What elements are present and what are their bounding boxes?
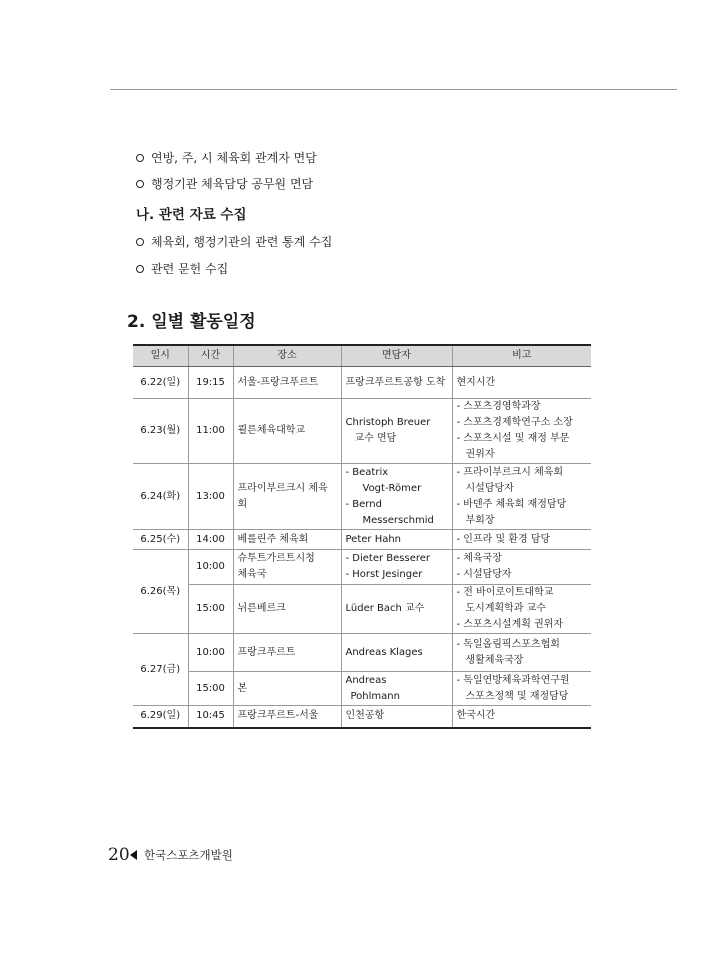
person-cell: 프랑크푸르트공항 도착 bbox=[341, 367, 452, 399]
header-time: 시간 bbox=[188, 345, 233, 367]
note-line: 생활체육국장 bbox=[465, 654, 524, 666]
header-note: 비고 bbox=[452, 345, 591, 367]
header-date: 일시 bbox=[133, 345, 188, 367]
table-row bbox=[133, 399, 591, 464]
place-cell: 프라이부르크시 체육회 bbox=[233, 464, 341, 530]
note-cell bbox=[452, 464, 591, 530]
time-cell: 19:15 bbox=[188, 367, 233, 399]
bullet-item: 관련 문헌 수집 bbox=[136, 261, 228, 277]
note-line: 도시계획학과 교수 bbox=[465, 603, 546, 614]
time-cell: 10:00 bbox=[188, 634, 233, 672]
person-cell: Peter Hahn bbox=[341, 530, 452, 550]
note-cell: 한국시간 bbox=[452, 706, 591, 728]
date-cell: 6.25(수) bbox=[133, 530, 188, 550]
footer-organization: 한국스포츠개발원 bbox=[144, 848, 233, 862]
date-cell: 6.29(일) bbox=[133, 706, 188, 728]
note-line: - 바덴주 체육회 재정담당 bbox=[456, 498, 567, 510]
person-line: Andreas bbox=[345, 674, 387, 686]
note-line: - 스포츠시설계획 권위자 bbox=[456, 619, 564, 630]
date-cell: 6.23(월) bbox=[133, 399, 188, 464]
person-cell bbox=[341, 464, 452, 530]
note-cell: - 인프라 및 환경 담당 bbox=[452, 530, 591, 550]
table-row bbox=[133, 464, 591, 530]
table-row bbox=[133, 367, 591, 399]
bullet-item: 행정기관 체육담당 공무원 면담 bbox=[136, 176, 313, 192]
note-line: - 전 바이로이트대학교 bbox=[456, 587, 554, 598]
note-line: - 스포츠경영학과장 bbox=[456, 401, 541, 412]
place-cell: 뉘른베르크 bbox=[233, 585, 341, 634]
bullet-item: 연방, 주, 시 체육회 관계자 면담 bbox=[136, 150, 317, 166]
place-line: 슈투트가르트시청 bbox=[237, 553, 315, 564]
circle-bullet-icon bbox=[136, 180, 144, 188]
circle-bullet-icon bbox=[136, 265, 144, 273]
person-cell bbox=[341, 399, 452, 464]
person-line: - Horst Jesinger bbox=[345, 569, 423, 580]
circle-bullet-icon bbox=[136, 154, 144, 162]
note-cell bbox=[452, 585, 591, 634]
section-title: 2. 일별 활동일정 bbox=[127, 312, 256, 332]
note-cell bbox=[452, 672, 591, 706]
person-line: 교수 면담 bbox=[354, 433, 397, 444]
person-cell bbox=[341, 672, 452, 706]
time-cell: 14:00 bbox=[188, 530, 233, 550]
note-line: - 시설담당자 bbox=[456, 569, 512, 580]
date-cell: 6.24(화) bbox=[133, 464, 188, 530]
table-row bbox=[133, 672, 591, 706]
time-cell: 11:00 bbox=[188, 399, 233, 464]
date-cell: 6.27(금) bbox=[133, 634, 188, 706]
person-line: - Dieter Besserer bbox=[345, 553, 431, 564]
note-cell bbox=[452, 399, 591, 464]
person-line: Vogt-Römer bbox=[362, 482, 422, 494]
person-line: - Bernd bbox=[345, 498, 382, 510]
person-cell: Andreas Klages bbox=[341, 634, 452, 672]
note-line: 권위자 bbox=[465, 449, 495, 460]
time-cell: 15:00 bbox=[188, 585, 233, 634]
page-number: 20 bbox=[108, 845, 130, 865]
header-place: 장소 bbox=[233, 345, 341, 367]
date-cell: 6.26(목) bbox=[133, 550, 188, 634]
schedule-table bbox=[133, 344, 591, 729]
note-line: - 스포츠경제학연구소 소장 bbox=[456, 417, 573, 428]
note-cell bbox=[452, 634, 591, 672]
note-line: - 독일연방체육과학연구원 bbox=[456, 674, 570, 686]
person-line: - Beatrix bbox=[345, 466, 389, 478]
person-cell: Lüder Bach 교수 bbox=[341, 585, 452, 634]
place-cell: 본 bbox=[233, 672, 341, 706]
bullet-item: 체육회, 행정기관의 관련 통계 수집 bbox=[136, 234, 332, 250]
place-cell: 프랑크푸르트-서울 bbox=[233, 706, 341, 728]
place-cell: 쾰른체육대학교 bbox=[233, 399, 341, 464]
note-line: 스포츠정책 및 재정담당 bbox=[465, 690, 569, 702]
table-row bbox=[133, 530, 591, 550]
left-triangle-icon bbox=[130, 850, 137, 860]
note-cell: 현지시간 bbox=[452, 367, 591, 399]
table-row bbox=[133, 550, 591, 585]
note-line: 시설담당자 bbox=[465, 482, 514, 494]
place-cell: 프랑크푸르트 bbox=[233, 634, 341, 672]
place-cell: 서울-프랑크푸르트 bbox=[233, 367, 341, 399]
note-line: - 독일올림픽스포츠협회 bbox=[456, 638, 560, 650]
note-line: - 스포츠시설 및 재정 부문 bbox=[456, 433, 570, 444]
person-line: Messerschmid bbox=[362, 514, 434, 526]
time-cell: 10:45 bbox=[188, 706, 233, 728]
person-line: Christoph Breuer bbox=[345, 417, 431, 428]
time-cell: 10:00 bbox=[188, 550, 233, 585]
note-cell bbox=[452, 550, 591, 585]
header-rule bbox=[110, 89, 677, 90]
place-cell bbox=[233, 550, 341, 585]
subheading: 나. 관련 자료 수집 bbox=[136, 207, 247, 223]
table-row bbox=[133, 706, 591, 728]
circle-bullet-icon bbox=[136, 238, 144, 246]
table-row bbox=[133, 634, 591, 672]
header-person: 면담자 bbox=[341, 345, 452, 367]
date-cell: 6.22(일) bbox=[133, 367, 188, 399]
person-cell bbox=[341, 550, 452, 585]
note-line: 부회장 bbox=[465, 514, 495, 526]
place-cell: 베를린주 체육회 bbox=[233, 530, 341, 550]
person-cell: 인천공항 bbox=[341, 706, 452, 728]
time-cell: 13:00 bbox=[188, 464, 233, 530]
table-header-row bbox=[133, 345, 591, 367]
person-line: Pohlmann bbox=[350, 690, 400, 702]
table-row bbox=[133, 585, 591, 634]
note-line: - 체육국장 bbox=[456, 553, 502, 564]
note-line: - 프라이부르크시 체육회 bbox=[456, 466, 564, 478]
place-line: 체육국 bbox=[237, 569, 267, 580]
time-cell: 15:00 bbox=[188, 672, 233, 706]
